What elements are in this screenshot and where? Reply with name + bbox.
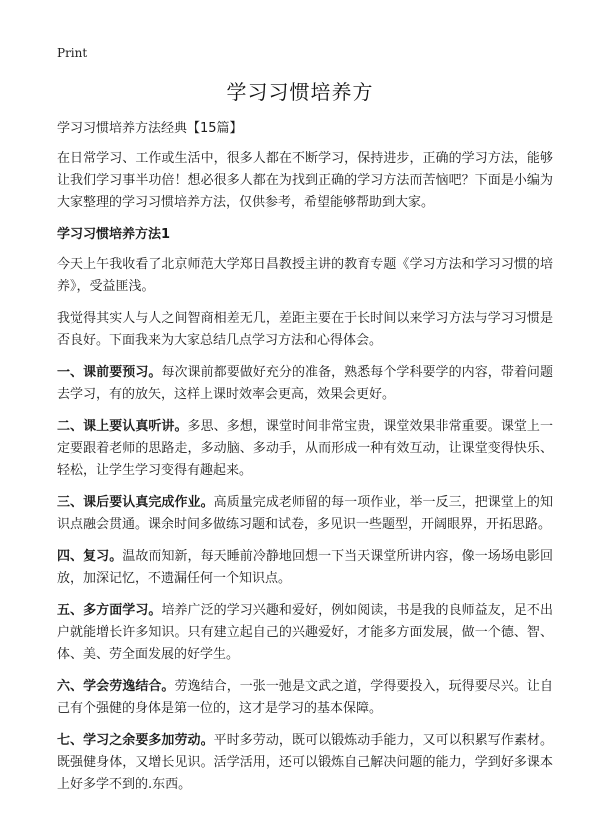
point-7 xyxy=(57,730,553,796)
point-4-lead: 四、复习。 xyxy=(57,549,123,564)
point-1-text: 每次课前都要做好充分的准备，熟悉每个学科要学的内容，带着问题去学习，有的放矢，这样上课时效率会更高，效果会更好。 xyxy=(57,365,553,402)
paragraph-1: 今天上午我收看了北京师范大学郑日昌教授主讲的教育专题《学习方法和学习习惯的培养》，受益匪浅。 xyxy=(57,257,553,294)
article-body xyxy=(57,118,553,806)
point-5-lead: 五、多方面学习。 xyxy=(57,603,162,618)
point-3 xyxy=(57,492,553,536)
intro-paragraph: 在日常学习、工作或生活中，很多人都在不断学习，保持进步，正确的学习方法，能够让我们学习事半功倍！想必很多人都在为找到正确的学习方法而苦恼吧？下面是小编为大家整理的学习习惯培养方法，仅供参考，希望能够帮助到大家。 xyxy=(57,151,553,210)
section-heading: 学习习惯培养方法1 xyxy=(57,227,171,242)
point-6-lead: 六、学会劳逸结合。 xyxy=(57,679,175,694)
article-subtitle: 学习习惯培养方法经典【15篇】 xyxy=(57,121,243,136)
print-link[interactable]: Print xyxy=(57,46,88,60)
point-6-text: 劳逸结合，一张一弛是文武之道，学得要投入，玩得要尽兴。让自己有个强健的身体是第一位的，这才是学习的基本保障。 xyxy=(57,679,553,716)
point-3-text: 高质量完成老师留的每一项作业，举一反三，把课堂上的知识点融会贯通。课余时间多做练习题和试卷，多见识一些题型，开阔眼界，开拓思路。 xyxy=(57,495,553,532)
paragraph-2: 我觉得其实人与人之间智商相差无几，差距主要在于长时间以来学习方法与学习习惯是否良好。下面我来为大家总结几点学习方法和心得体会。 xyxy=(57,311,553,348)
point-5 xyxy=(57,600,553,666)
point-7-text: 平时多劳动，既可以锻炼动手能力，又可以积累写作素材。既强健身体，又增长见识。活学活用，还可以锻炼自己解决问题的能力，学到好多课本上好多学不到的.东西。 xyxy=(57,733,553,792)
point-2 xyxy=(57,416,553,482)
point-5-text: 培养广泛的学习兴趣和爱好，例如阅读，书是我的良师益友，足不出户就能增长许多知识。只有建立起自己的兴趣爱好，才能多方面发展，做一个德、智、体、美、劳全面发展的好学生。 xyxy=(57,603,553,662)
point-3-lead: 三、课后要认真完成作业。 xyxy=(57,495,214,510)
page-title: 学习习惯培养方 xyxy=(226,80,374,104)
point-1-lead: 一、课前要预习。 xyxy=(57,365,162,380)
point-7-lead: 七、学习之余要多加劳动。 xyxy=(57,733,214,748)
point-1 xyxy=(57,362,553,406)
point-4-text: 温故而知新，每天睡前冷静地回想一下当天课堂所讲内容，像一场场电影回放，加深记忆，不遗漏任何一个知识点。 xyxy=(57,549,553,586)
point-2-lead: 二、课上要认真听讲。 xyxy=(57,419,188,434)
point-2-text: 多思、多想，课堂时间非常宝贵，课堂效果非常重要。课堂上一定要跟着老师的思路走，多动脑、多动手，从而形成一种有效互动，让课堂变得快乐、轻松，让学生学习变得有趣起来。 xyxy=(57,419,553,478)
point-4 xyxy=(57,546,553,590)
point-6 xyxy=(57,676,553,720)
